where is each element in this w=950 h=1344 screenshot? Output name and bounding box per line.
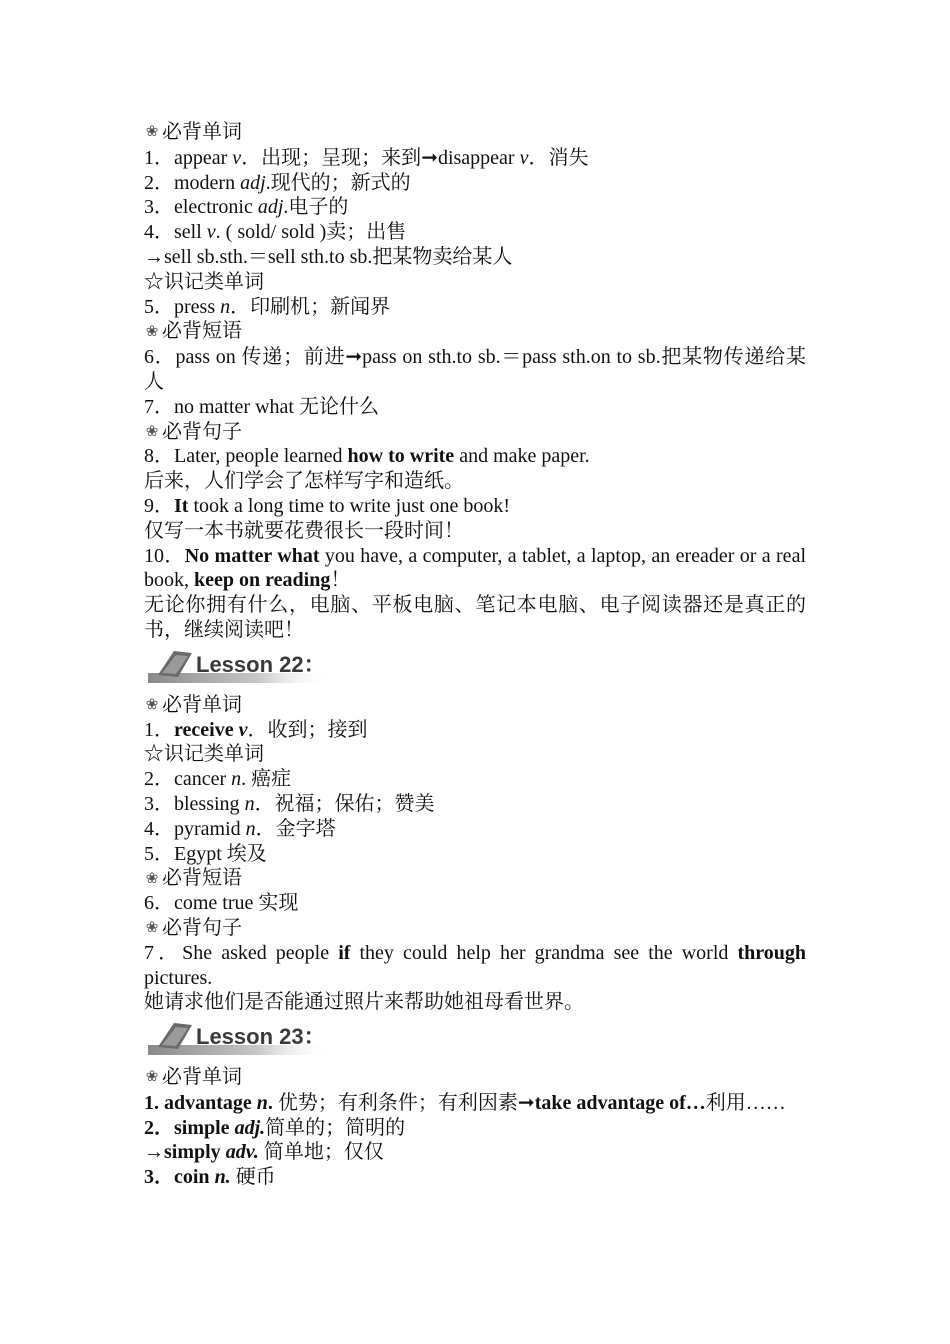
vocab-derivation: →simply adv. 简单地；仅仅	[144, 1141, 384, 1164]
vocab-item: 5．press n．印刷机；新闻界	[144, 295, 391, 318]
vocab-item: 4．sell v. ( sold/ sold )卖；出售	[144, 221, 407, 244]
arrow-icon: ➞	[345, 344, 363, 369]
phrase-item: 6．come true 实现	[144, 892, 299, 915]
lesson-banner	[144, 1015, 344, 1065]
section-heading-words: ❀ 必背单词	[145, 693, 242, 716]
section-heading-phrases: ❀ 必背短语	[145, 867, 242, 890]
vocab-item: 1．receive v．收到；接到	[144, 718, 368, 741]
sentence-cn: 她请求他们是否能通过照片来帮助她祖母看世界。	[144, 991, 584, 1014]
lesson-title: Lesson 23：	[196, 1024, 326, 1050]
section-heading-words: ❀ 必背单词	[145, 121, 242, 143]
section-heading-recognition: ☆识记类单词	[144, 743, 264, 766]
vocab-item: 2．cancer n. 癌症	[144, 768, 292, 791]
phrase-item: 7．no matter what 无论什么	[144, 395, 379, 418]
flower-icon: ❀	[145, 1069, 159, 1086]
flower-icon: ❀	[145, 423, 159, 440]
vocab-item: 2．modern adj.现代的；新式的	[144, 171, 411, 194]
lesson-title: Lesson 22：	[196, 651, 326, 677]
section-heading-phrases: ❀ 必背短语	[145, 320, 242, 343]
flower-icon: ❀	[145, 870, 159, 887]
vocab-derivation: →sell sb.sth.＝sell sth.to sb.把某物卖给某人	[144, 245, 513, 268]
vocab-item: 3．electronic adj.电子的	[144, 196, 349, 219]
section-heading-words: ❀ 必背单词	[145, 1066, 242, 1089]
vocab-item: 3．blessing n．祝福；保佑；赞美	[144, 792, 435, 815]
vocab-item: 5．Egypt 埃及	[144, 842, 267, 865]
vocab-item: 1．appear v．出现；呈现；来到➞disappear v．消失	[144, 144, 589, 169]
section-heading-recognition: ☆识记类单词	[144, 270, 264, 293]
flower-icon: ❀	[145, 697, 159, 714]
sentence-cn: 后来，人们学会了怎样写字和造纸。	[144, 470, 464, 493]
vocab-item: 1. advantage n. 优势；有利条件；有利因素➞take advantage of…利用……	[144, 1089, 786, 1114]
sentence-en: 7．She asked people if they could help her grandma see the world through pictures.	[144, 941, 806, 989]
content-column	[144, 120, 806, 1190]
arrow-icon: ➞	[421, 144, 438, 169]
lesson-banner	[144, 643, 344, 693]
sentence-cn: 无论你拥有什么，电脑、平板电脑、笔记本电脑、电子阅读器还是真正的书，继续阅读吧！	[144, 594, 806, 641]
vocab-item: 4．pyramid n．金字塔	[144, 817, 336, 840]
vocab-item: 2．simple adj.简单的；简明的	[144, 1116, 406, 1139]
section-heading-sentences: ❀ 必背句子	[145, 916, 242, 939]
phrase-item: 6．pass on 传递；前进➞pass on sth.to sb.＝pass sth.on to sb.把某物传递给某人	[144, 344, 806, 393]
sentence-en: 9．It took a long time to write just one book!	[144, 494, 511, 517]
sentence-en: 10．No matter what you have, a computer, a tablet, a laptop, an ereader or a real book, keep on reading！	[144, 544, 806, 592]
vocab-item: 3．coin n. 硬币	[144, 1166, 276, 1189]
flower-icon: ❀	[145, 920, 159, 937]
arrow-icon: ➞	[517, 1089, 535, 1114]
sentence-cn: 仅写一本书就要花费很长一段时间！	[144, 519, 464, 542]
flower-icon: ❀	[145, 323, 159, 340]
sentence-en: 8．Later, people learned how to write and make paper.	[144, 445, 590, 468]
section-heading-sentences: ❀ 必背句子	[145, 420, 242, 443]
flower-icon: ❀	[145, 124, 159, 141]
